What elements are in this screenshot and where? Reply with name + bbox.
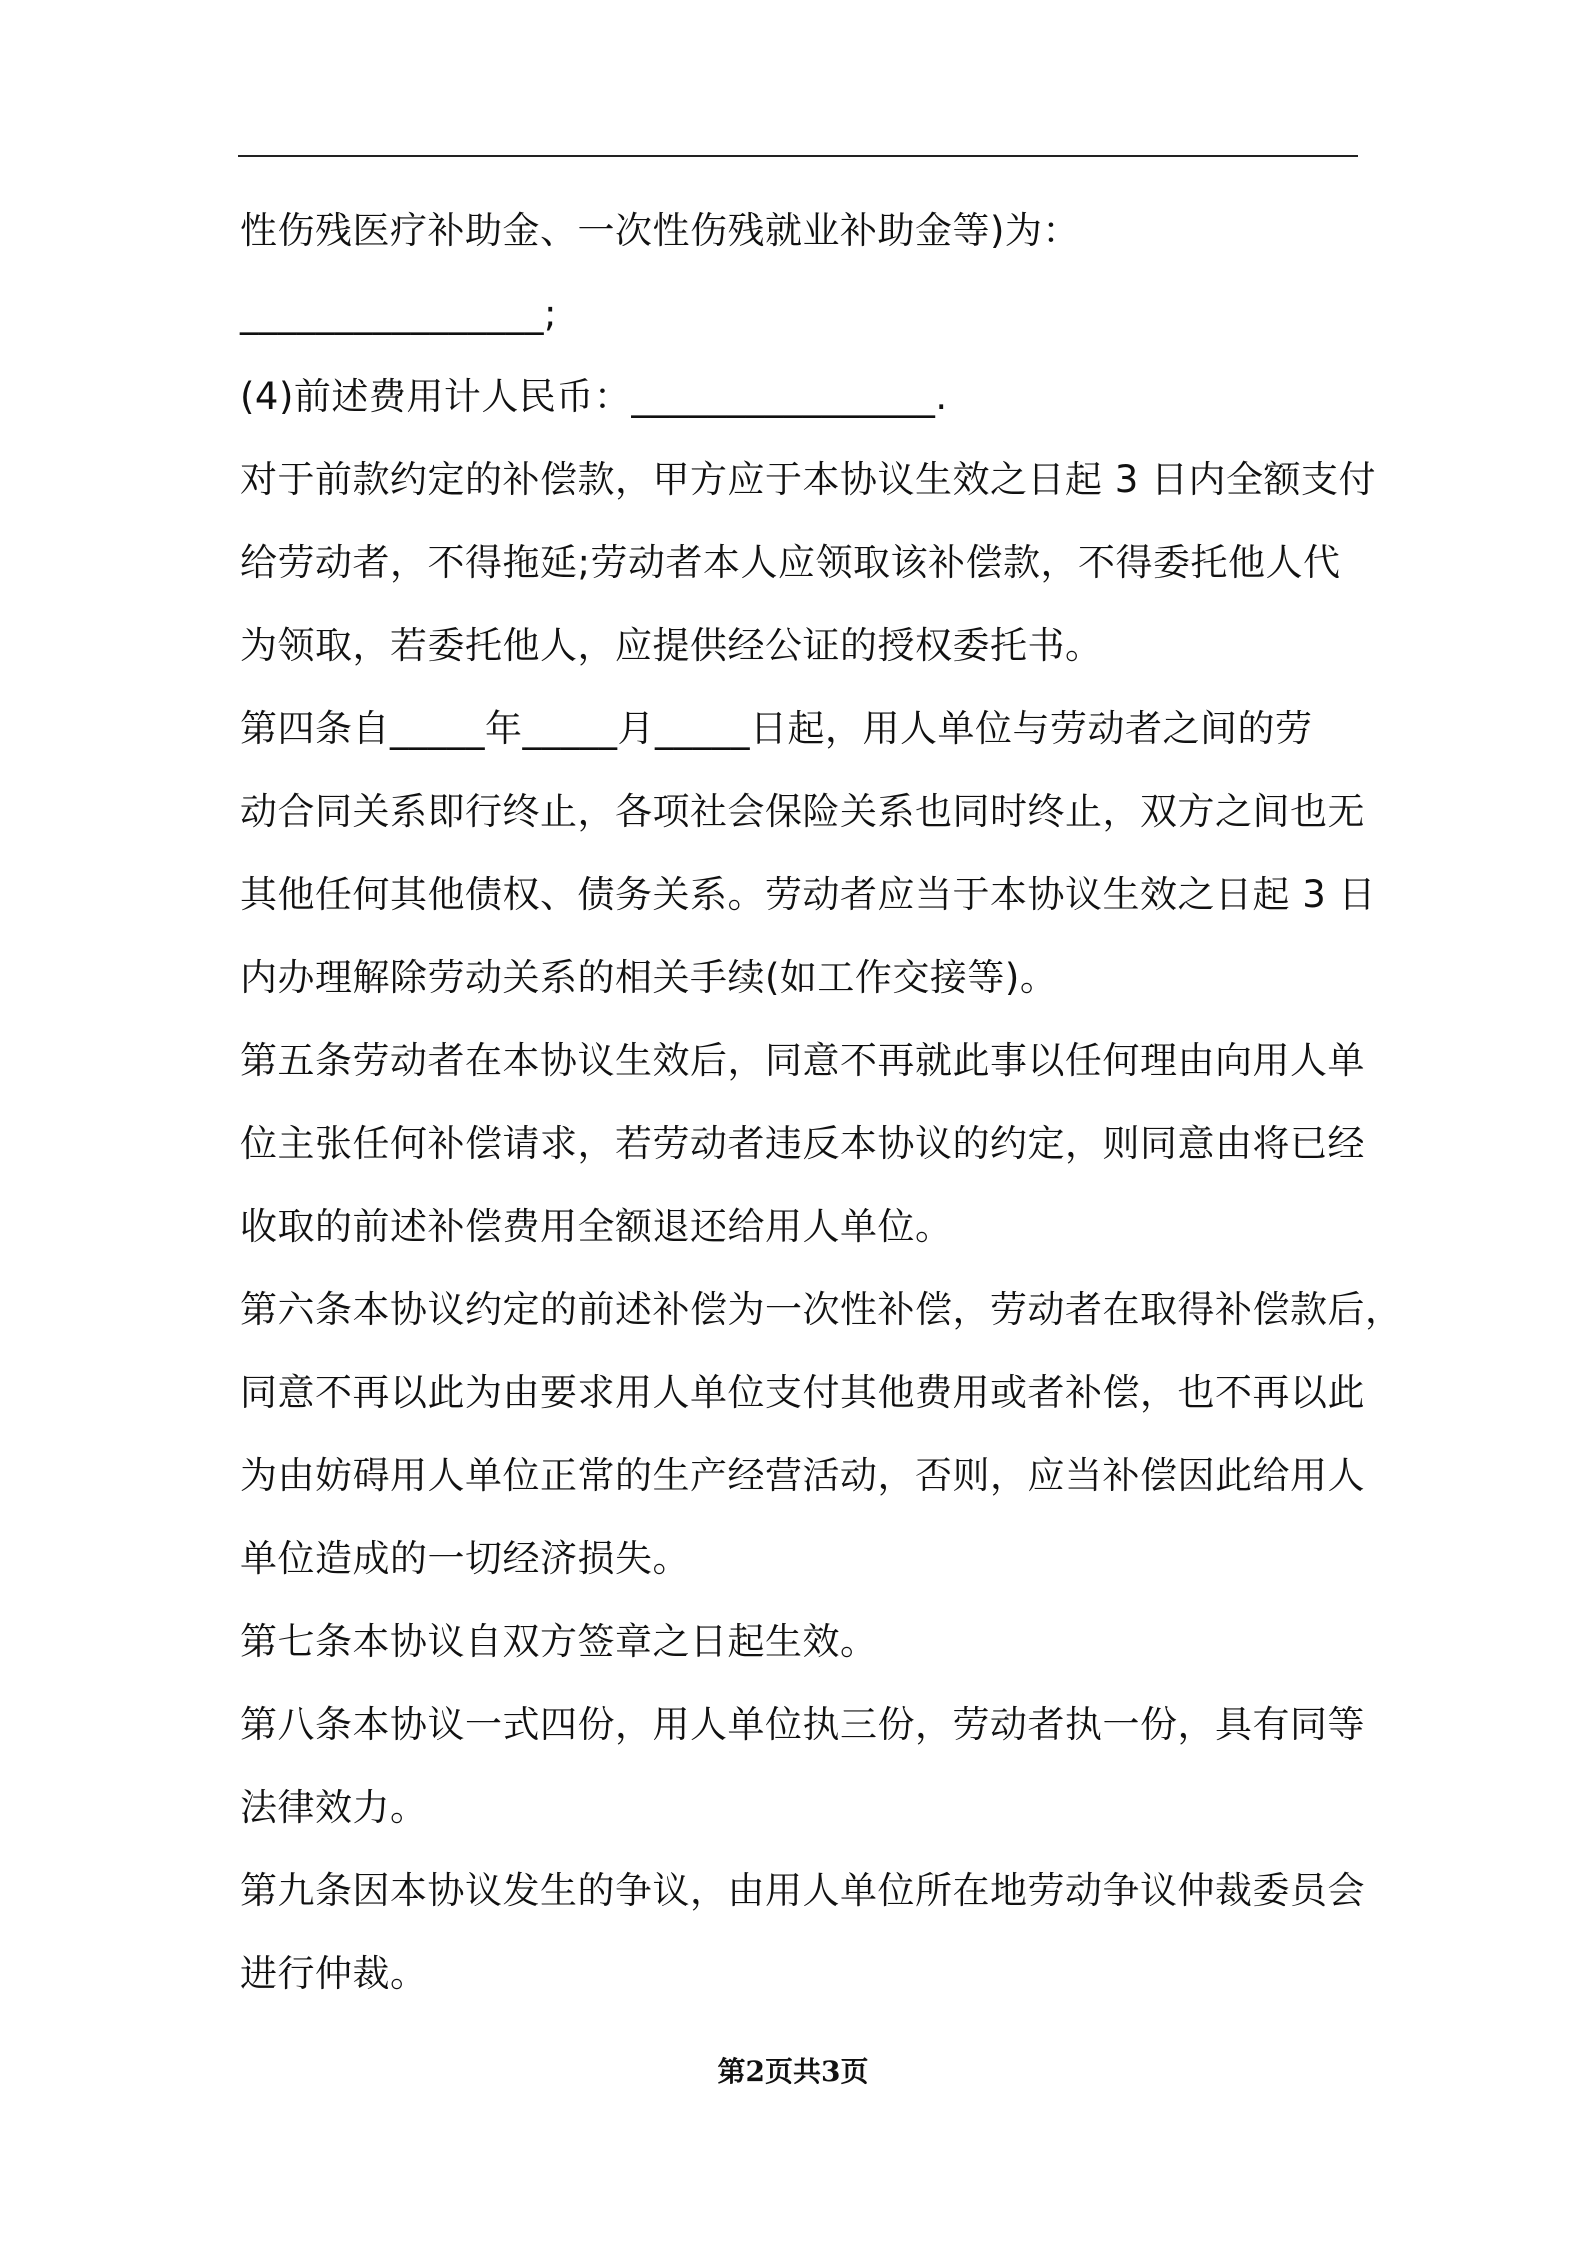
text-line: 为由妨碍用人单位正常的生产经营活动，否则，应当补偿因此给用人 [240,1454,1365,1497]
text-line: 对于前款约定的补偿款，甲方应于本协议生效之日起 3 日内全额支付 [240,458,1377,501]
text-line: 第八条本协议一式四份，用人单位执三份，劳动者执一份，具有同等 [240,1703,1365,1746]
text-line: 内办理解除劳动关系的相关手续(如工作交接等)。 [240,956,1058,999]
page-number: 第2页共3页 [717,2055,869,2088]
text-line: 同意不再以此为由要求用人单位支付其他费用或者补偿，也不再以此 [240,1371,1365,1414]
text-line: 进行仲裁。 [240,1952,428,1995]
text-line: 第五条劳动者在本协议生效后，同意不再就此事以任何理由向用人单 [240,1039,1365,1082]
text-line: 收取的前述补偿费用全额退还给用人单位。 [240,1205,953,1248]
text-line: 第七条本协议自双方签章之日起生效。 [240,1620,878,1663]
document-body [240,196,1403,2022]
text-line: 为领取，若委托他人，应提供经公证的授权委托书。 [240,624,1103,667]
text-line: 第九条因本协议发生的争议，由用人单位所在地劳动争议仲裁委员会 [240,1869,1365,1912]
text-line: 位主张任何补偿请求，若劳动者违反本协议的约定，则同意由将已经 [240,1122,1365,1165]
text-line: 第四条自_____年_____月_____日起，用人单位与劳动者之间的劳 [240,707,1313,750]
text-line: 其他任何其他债权、债务关系。劳动者应当于本协议生效之日起 3 日 [240,873,1377,916]
text-line: (4)前述费用计人民币：________________. [240,375,948,418]
text-line: 动合同关系即行终止，各项社会保险关系也同时终止，双方之间也无 [240,790,1365,833]
text-line: 单位造成的一切经济损失。 [240,1537,690,1580]
text-line: ________________; [240,292,557,335]
text-line: 给劳动者，不得拖延;劳动者本人应领取该补偿款，不得委托他人代 [240,541,1341,584]
text-line: 第六条本协议约定的前述补偿为一次性补偿，劳动者在取得补偿款后， [240,1288,1403,1331]
header-rule [238,155,1358,157]
text-line: 法律效力。 [240,1786,428,1829]
text-line: 性伤残医疗补助金、一次性伤残就业补助金等)为： [240,209,1080,252]
